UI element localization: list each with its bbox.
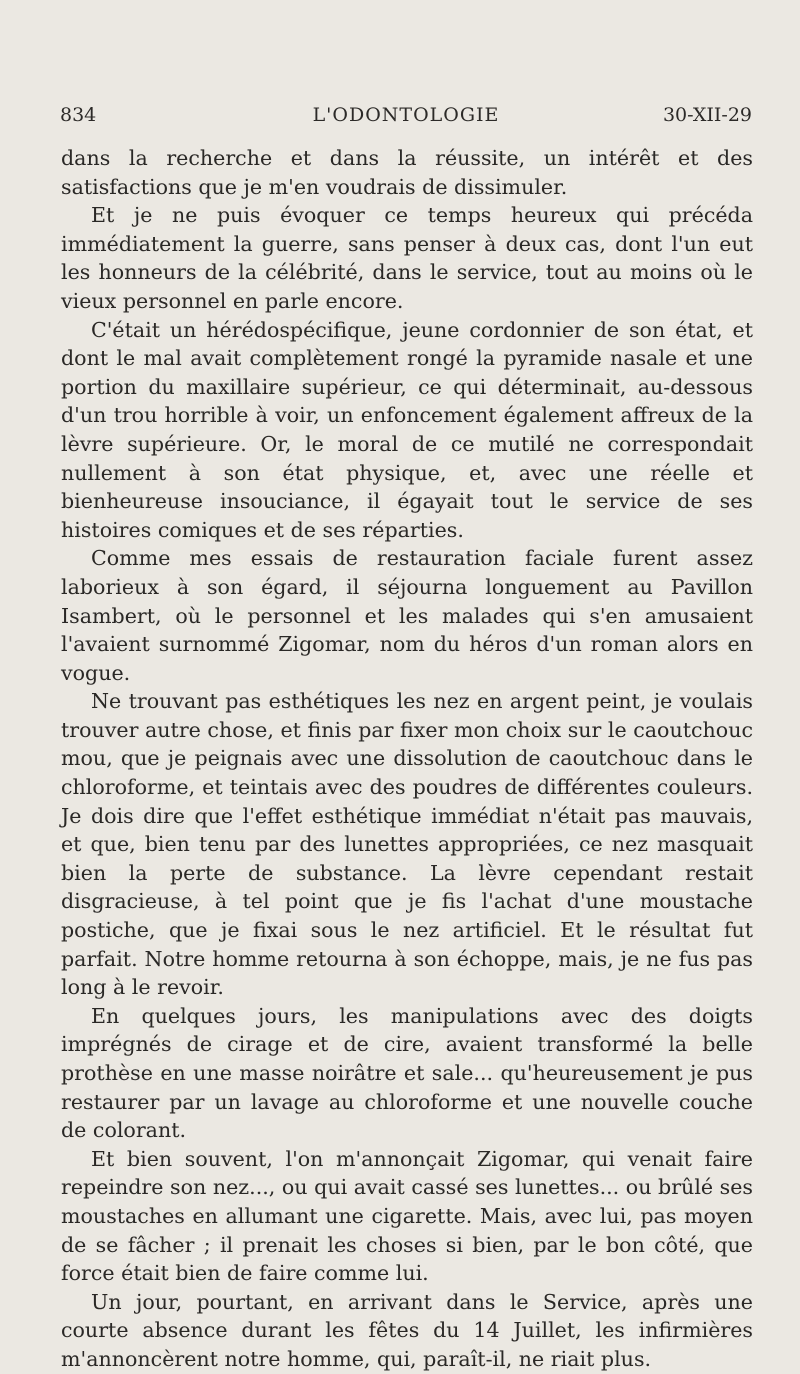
paragraph: Ne trouvant pas esthétiques les nez en argent peint, je voulais trouver autre chose, et finis par fixer mon choix sur le caoutchouc mou, que je peignais avec une dissolution de caoutchouc dans le chloroforme, et teintais avec des poudres de différentes couleurs. Je dois dire que l'effet esthétique immédiat n'était pas mauvais, et que, bien tenu par des lunettes appropriées, ce nez masquait bien la perte de substance. La lèvre cependant restait disgracieuse, à tel point que je fis l'achat d'une moustache postiche, que je fixai sous le nez artificiel. Et le résultat fut parfait. Notre homme retourna à son échoppe, mais, je ne fus pas long à le revoir. [61, 689, 753, 1000]
page-number: 834 [60, 104, 97, 126]
paragraph: Et je ne puis évoquer ce temps heureux qui précéda immédiatement la guerre, sans penser à deux cas, dont l'un eut les honneurs de la célébrité, dans le service, tout au moins où le vieux personnel en parle encore. [61, 203, 753, 313]
paragraph: Un jour, pourtant, en arrivant dans le Service, après une courte absence durant les fêtes du 14 Juillet, les infirmières m'annoncèrent notre homme, qui, paraît-il, ne riait plus. [61, 1289, 753, 1371]
running-header [60, 104, 752, 134]
running-title: L'ODONTOLOGIE [312, 104, 500, 126]
paragraph: Et bien souvent, l'on m'annonçait Zigomar, qui venait faire repeindre son nez..., ou qui avait cassé ses lunettes... ou brûlé ses moustaches en allumant une cigarette. Mais, avec lui, pas moyen de se fâcher ; il prenait les choses si bien, par le bon côté, que force était bien de faire comme lui. [61, 1146, 753, 1286]
body-text [61, 144, 753, 1374]
paragraph: En quelques jours, les manipulations avec des doigts imprégnés de cirage et de cire, avaient transformé la belle prothèse en une masse noirâtre et sale... qu'heureusement je pus restaurer par un lavage au chloroforme et une nouvelle couche de colorant. [61, 1003, 753, 1143]
issue-date: 30-XII-29 [662, 104, 752, 126]
paragraph: Comme mes essais de restauration faciale furent assez laborieux à son égard, il séjourna longuement au Pavillon Isambert, où le personnel et les malades qui s'en amusaient l'avaient surnommé Zigomar, nom du héros d'un roman alors en vogue. [61, 546, 753, 685]
paragraph: C'était un hérédospécifique, jeune cordonnier de son état, et dont le mal avait complètement rongé la pyramide nasale et une portion du maxillaire supérieur, ce qui déterminait, au-dessous d'un trou horrible à voir, un enfoncement également affreux de la lèvre supérieure. Or, le moral de ce mutilé ne correspondait nullement à son état physique, et, avec une réelle et bienheureuse insouciance, il égayait tout le service de ses histoires comiques et de ses réparties. [61, 317, 753, 542]
paragraph-continuation: dans la recherche et dans la réussite, un intérêt et des satisfactions que je m'en voudrais de dissimuler. [61, 146, 753, 199]
